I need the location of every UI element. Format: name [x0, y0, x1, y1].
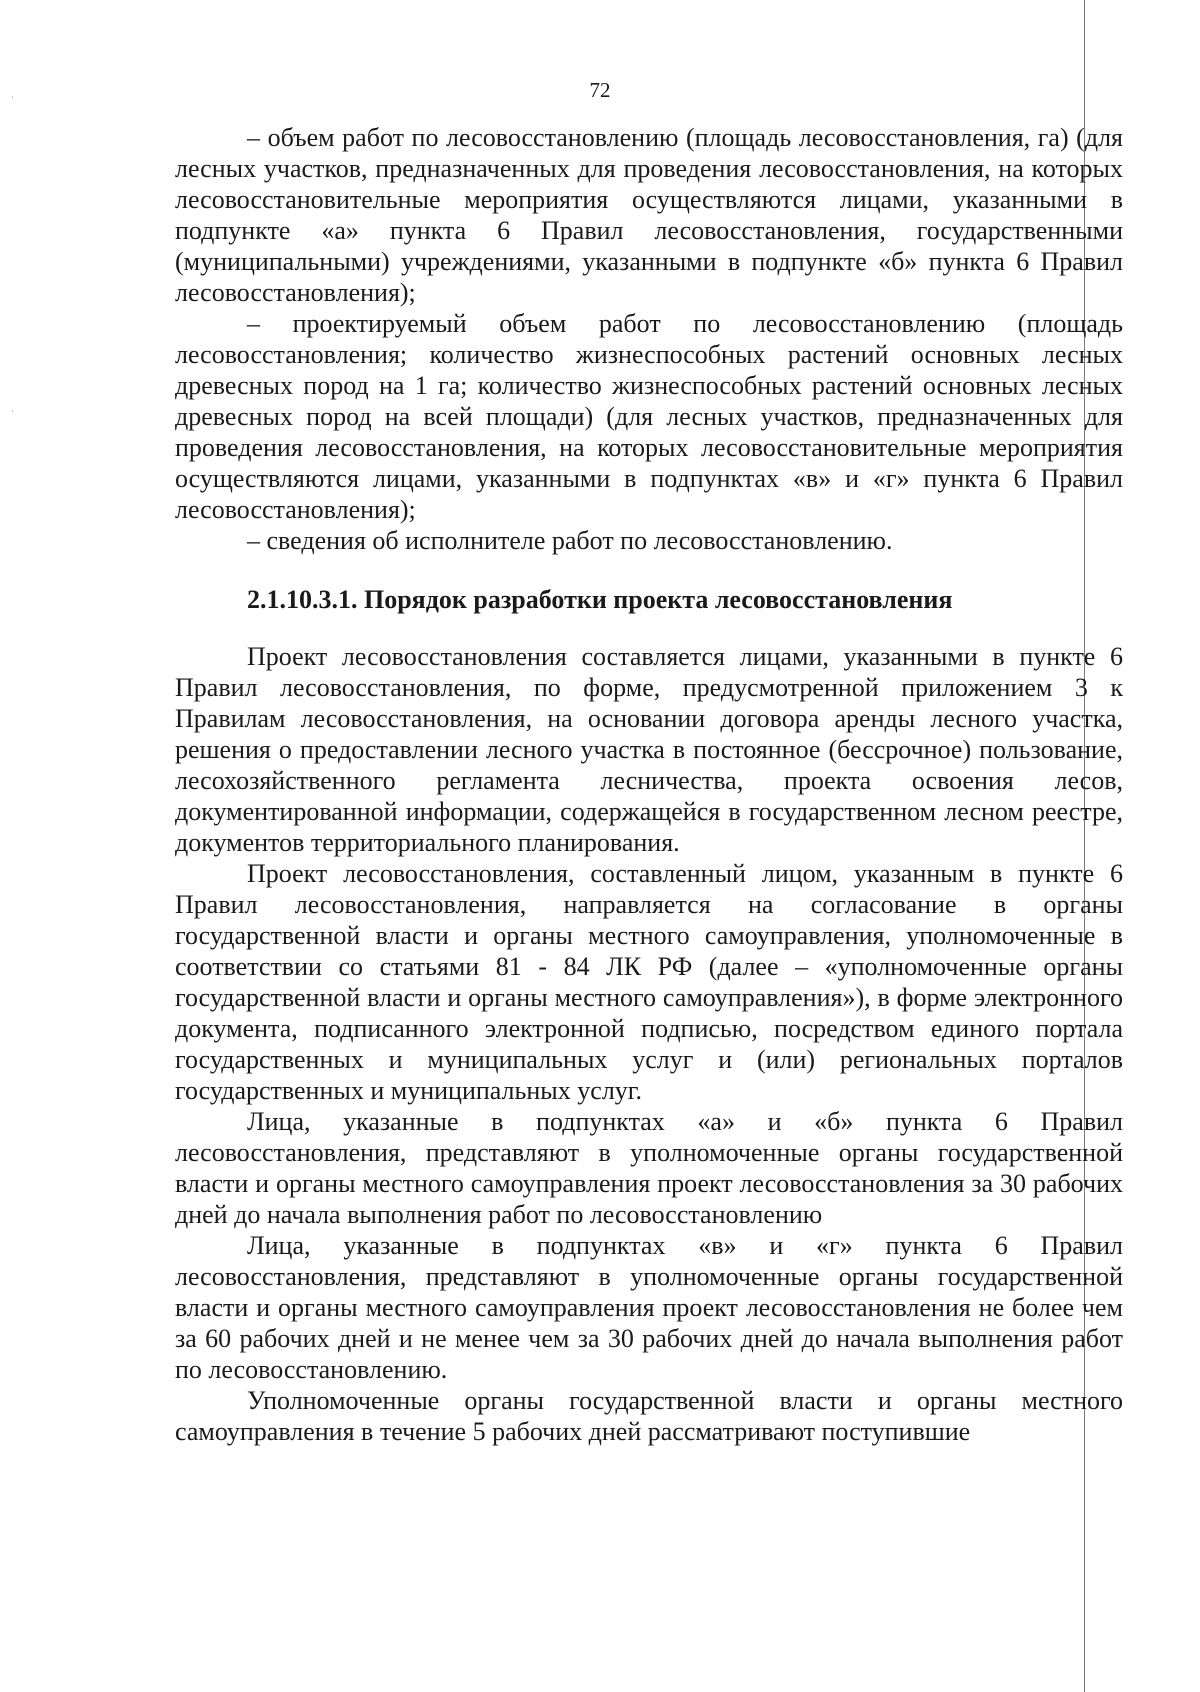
paragraph-6: Лица, указанные в подпунктах «а» и «б» пункта 6 Правил лесовосстановления, представляют в уполномоченные органы государственной власти и органы местного самоуправления проект лесовосстановления за 30 рабочих дней до начала выполнения работ по лесовосстановлению [175, 1107, 1123, 1229]
paragraph-3: – сведения об исполнителе работ по лесовосстановлению. [247, 526, 893, 555]
section-heading: 2.1.10.3.1. Порядок разработки проекта лесовосстановления [247, 585, 953, 614]
paragraph-1: – объем работ по лесовосстановлению (площадь лесовосстановления, га) (для лесных участков, предназначенных для проведения лесовосстановления, на которых лесовосстановительные мероприятия осуществляются лицами, указанными в подпункте «а» пункта 6 Правил лесовосстановления, государственными (муниципальными) учреждениями, указанными в подпункте «б» пункта 6 Правил лесовосстановления); [175, 123, 1123, 307]
paragraph-2: – проектируемый объем работ по лесовосстановлению (площадь лесовосстановления; количество жизнеспособных растений основных лесных древесных пород на 1 га; количество жизнеспособных растений основных лесных древесных пород на всей площади) (для лесных участков, предназначенных для проведения лесовосстановления, на которых лесовосстановительные мероприятия осуществляются лицами, указанными в подпунктах «в» и «г» пункта 6 Правил лесовосстановления); [175, 309, 1123, 524]
paragraph-7: Лица, указанные в подпунктах «в» и «г» пункта 6 Правил лесовосстановления, представляют в уполномоченные органы государственной власти и органы местного самоуправления проект лесовосстановления не более чем за 60 рабочих дней и не менее чем за 30 рабочих дней до начала выполнения работ по лесовосстановлению. [175, 1231, 1123, 1384]
paragraph-8: Уполномоченные органы государственной власти и органы местного самоуправления в течение 5 рабочих дней рассматривают поступившие [175, 1386, 1123, 1446]
paragraph-4: Проект лесовосстановления составляется лицами, указанными в пункте 6 Правил лесовосстановления, по форме, предусмотренной приложением 3 к Правилам лесовосстановления, на основании договора аренды лесного участка, решения о предоставлении лесного участка в постоянное (бессрочное) пользование, лесохозяйственного регламента лесничества, проекта освоения лесов, документированной информации, содержащейся в государственном лесном реестре, документов территориального планирования. [175, 642, 1123, 857]
document-body [175, 122, 1123, 1447]
page-number: 72 [589, 78, 611, 102]
scan-artifact [12, 410, 13, 412]
paragraph-5: Проект лесовосстановления, составленный лицом, указанным в пункте 6 Правил лесовосстановления, направляется на согласование в органы государственной власти и органы местного самоуправления, уполномоченные в соответствии со статьями 81 - 84 ЛК РФ (далее – «уполномоченные органы государственной власти и органы местного самоуправления»), в форме электронного документа, подписанного электронной подписью, посредством единого портала государственных и муниципальных услуг и (или) региональных порталов государственных и муниципальных услуг. [175, 859, 1123, 1105]
